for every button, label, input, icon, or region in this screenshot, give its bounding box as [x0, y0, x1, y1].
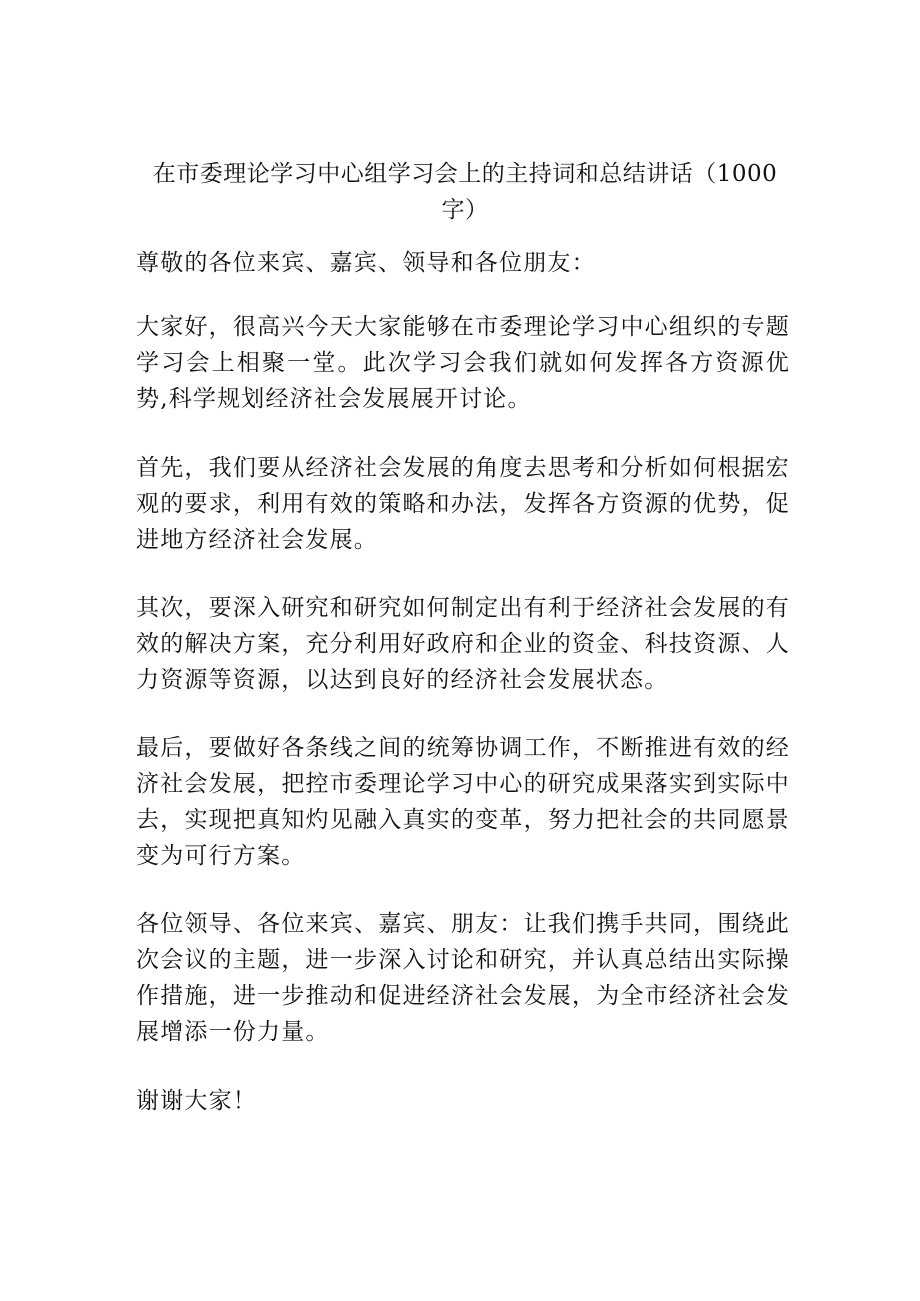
paragraph-final-point: 最后，要做好各条线之间的统筹协调工作，不断推进有效的经济社会发展，把控市委理论学习中心的研究成果落实到实际中去，实现把真知灼见融入真实的变革，努力把社会的共同愿景变为可行方案。 [136, 735, 790, 869]
closing-line: 谢谢大家！ [136, 1088, 257, 1114]
paragraph-opening: 大家好，很高兴今天大家能够在市委理论学习中心组织的专题学习会上相聚一堂。此次学习会我们就如何发挥各方资源优势,科学规划经济社会发展展开讨论。 [136, 314, 790, 412]
document-title: 在市委理论学习中心组学习会上的主持词和总结讲话（1000字） [152, 161, 778, 223]
greeting-line: 尊敬的各位来宾、嘉宾、领导和各位朋友： [136, 250, 596, 276]
paragraph-summary: 各位领导、各位来宾、嘉宾、朋友：让我们携手共同，围绕此次会议的主题，进一步深入讨论和研究，并认真总结出实际操作措施，进一步推动和促进经济社会发展，为全市经济社会发展增添一份力量。 [136, 911, 790, 1045]
paragraph-second-point: 其次，要深入研究和研究如何制定出有利于经济社会发展的有效的解决方案，充分利用好政府和企业的资金、科技资源、人力资源等资源，以达到良好的经济社会发展状态。 [136, 595, 790, 693]
paragraph-first-point: 首先，我们要从经济社会发展的角度去思考和分析如何根据宏观的要求，利用有效的策略和办法，发挥各方资源的优势，促进地方经济社会发展。 [136, 455, 790, 553]
